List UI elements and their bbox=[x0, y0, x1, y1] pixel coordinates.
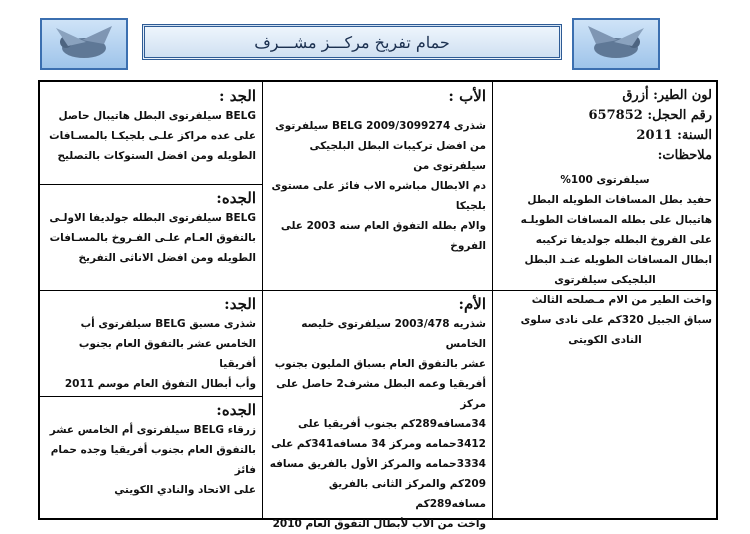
paternal-grandmother-line: بالتفوق العـام علـى الفـروخ بالمسـافات bbox=[49, 232, 256, 244]
bird-ring: رقم الحجل: 657852 bbox=[588, 108, 712, 123]
mother-line: عشر بالتفوق العام بسباق المليون بجنوب bbox=[274, 358, 486, 370]
maternal-grandmother-line: بالتفوق العام بجنوب أفريقيا وجده حمام فائز bbox=[50, 444, 256, 476]
father-heading: الأب : bbox=[448, 87, 486, 105]
mother-cell bbox=[262, 290, 492, 530]
paternal-grandmother-heading: الجده: bbox=[216, 189, 256, 207]
paternal-grandfather-line: BELG سيلفرتوى البطل هاتيبال حاصل bbox=[58, 110, 256, 122]
page-title: حمام تفريخ مركـــز مشـــرف bbox=[254, 32, 450, 52]
notes-line: البلجيكى سيلفرتوى bbox=[554, 274, 656, 286]
notes-line: النادى الكويتى bbox=[568, 334, 642, 346]
notes-line: حفيد بطل المسافات الطويله البطل bbox=[527, 194, 712, 206]
pigeon-icon bbox=[42, 20, 126, 68]
notes-line: واخت الطير من الام مـصلحه الثالث bbox=[531, 294, 712, 306]
paternal-grandfather-cell bbox=[40, 82, 262, 184]
notes-label: ملاحظات: bbox=[657, 148, 712, 163]
maternal-grandfather-line: الخامس عشر بالتفوق العام بجنوب أفريقيا bbox=[78, 338, 256, 370]
maternal-grandfather-line: شذرى مسبق BELG سيلفرتوى أب bbox=[80, 318, 256, 330]
maternal-grandfather-cell bbox=[40, 290, 262, 396]
pigeon-photo-right bbox=[572, 18, 660, 70]
maternal-grandfather-line: وأب أبطال التفوق العام موسم 2011 bbox=[64, 378, 256, 390]
notes-line: سيلفرتوى 100% bbox=[560, 174, 650, 186]
maternal-grandmother-line: على الاتحاد والنادي الكويتي bbox=[114, 484, 256, 496]
father-cell bbox=[262, 82, 492, 290]
bird-color: لون الطير: أزرق bbox=[622, 88, 712, 103]
bird-year: السنة: 2011 bbox=[636, 128, 712, 143]
mother-heading: الأم: bbox=[458, 295, 486, 313]
notes-line: هاتيبال على بطله المسافات الطويلـه bbox=[520, 214, 712, 226]
notes-line: ابطال المسافات الطويله عنـد البطل bbox=[524, 254, 712, 266]
mother-line: 34مسافه289كم بجنوب أفريقيا على bbox=[298, 418, 486, 430]
mother-line: شذريه 2003/478 سيلفرتوى خليصه الخامس bbox=[301, 318, 486, 350]
mother-line: 3412حمامه ومركز 34 مسافه341كم على bbox=[271, 438, 486, 450]
maternal-grandfather-heading: الجد: bbox=[224, 295, 256, 313]
paternal-grandfather-heading: الجد : bbox=[218, 87, 256, 105]
pedigree-table bbox=[38, 80, 718, 530]
father-line: من افضل تركيبات البطل البلجيكى سيلفرتوى من bbox=[309, 140, 486, 172]
father-line: والام بطله التفوق العام سنه 2003 على الفروخ bbox=[280, 220, 486, 252]
mother-line: 3334حمامه والمركز الأول بالفريق مسافه bbox=[269, 458, 486, 470]
pigeon-photo-left bbox=[40, 18, 128, 70]
maternal-grandmother-heading: الجده: bbox=[216, 401, 256, 419]
father-line: دم الابطال مباشره الاب فائز على مستوى بلجيكا bbox=[271, 180, 486, 212]
notes-line: سباق الجبيل 320كم على نادى سلوى bbox=[520, 314, 712, 326]
paternal-grandfather-line: على عده مراكز علـى بلجيكـا بالمسـافات bbox=[49, 130, 256, 142]
mother-line: واخت من الاب لأبطال التفوق العام 2010 bbox=[272, 518, 486, 530]
paternal-grandmother-line: BELG سيلفرتوى البطله جولديفا الاولـى bbox=[49, 212, 256, 224]
paternal-grandmother-line: الطويله ومن افضل الاناثى التفريخ bbox=[78, 252, 256, 264]
mother-line: 209كم والمركز الثانى بالفريق مسافه289كم bbox=[328, 478, 486, 510]
maternal-grandmother-cell bbox=[40, 396, 262, 518]
pigeon-icon bbox=[574, 20, 658, 68]
notes-line: على الفروخ البطله جولديفا تركيبه bbox=[535, 234, 712, 246]
paternal-grandmother-cell bbox=[40, 184, 262, 290]
maternal-grandmother-line: زرقاء BELG سيلفرتوى أم الخامس عشر bbox=[49, 424, 256, 436]
father-line: شذرى BELG 2009/3099274 سيلفرتوى bbox=[275, 120, 486, 132]
paternal-grandfather-line: الطويله ومن افضل الستوكات بالتصليح bbox=[57, 150, 256, 162]
bird-info-cell bbox=[492, 82, 718, 518]
mother-line: أفريقيا وعمه البطل مشرف2 حاصل على مركز bbox=[276, 378, 486, 410]
title-banner bbox=[142, 24, 562, 60]
